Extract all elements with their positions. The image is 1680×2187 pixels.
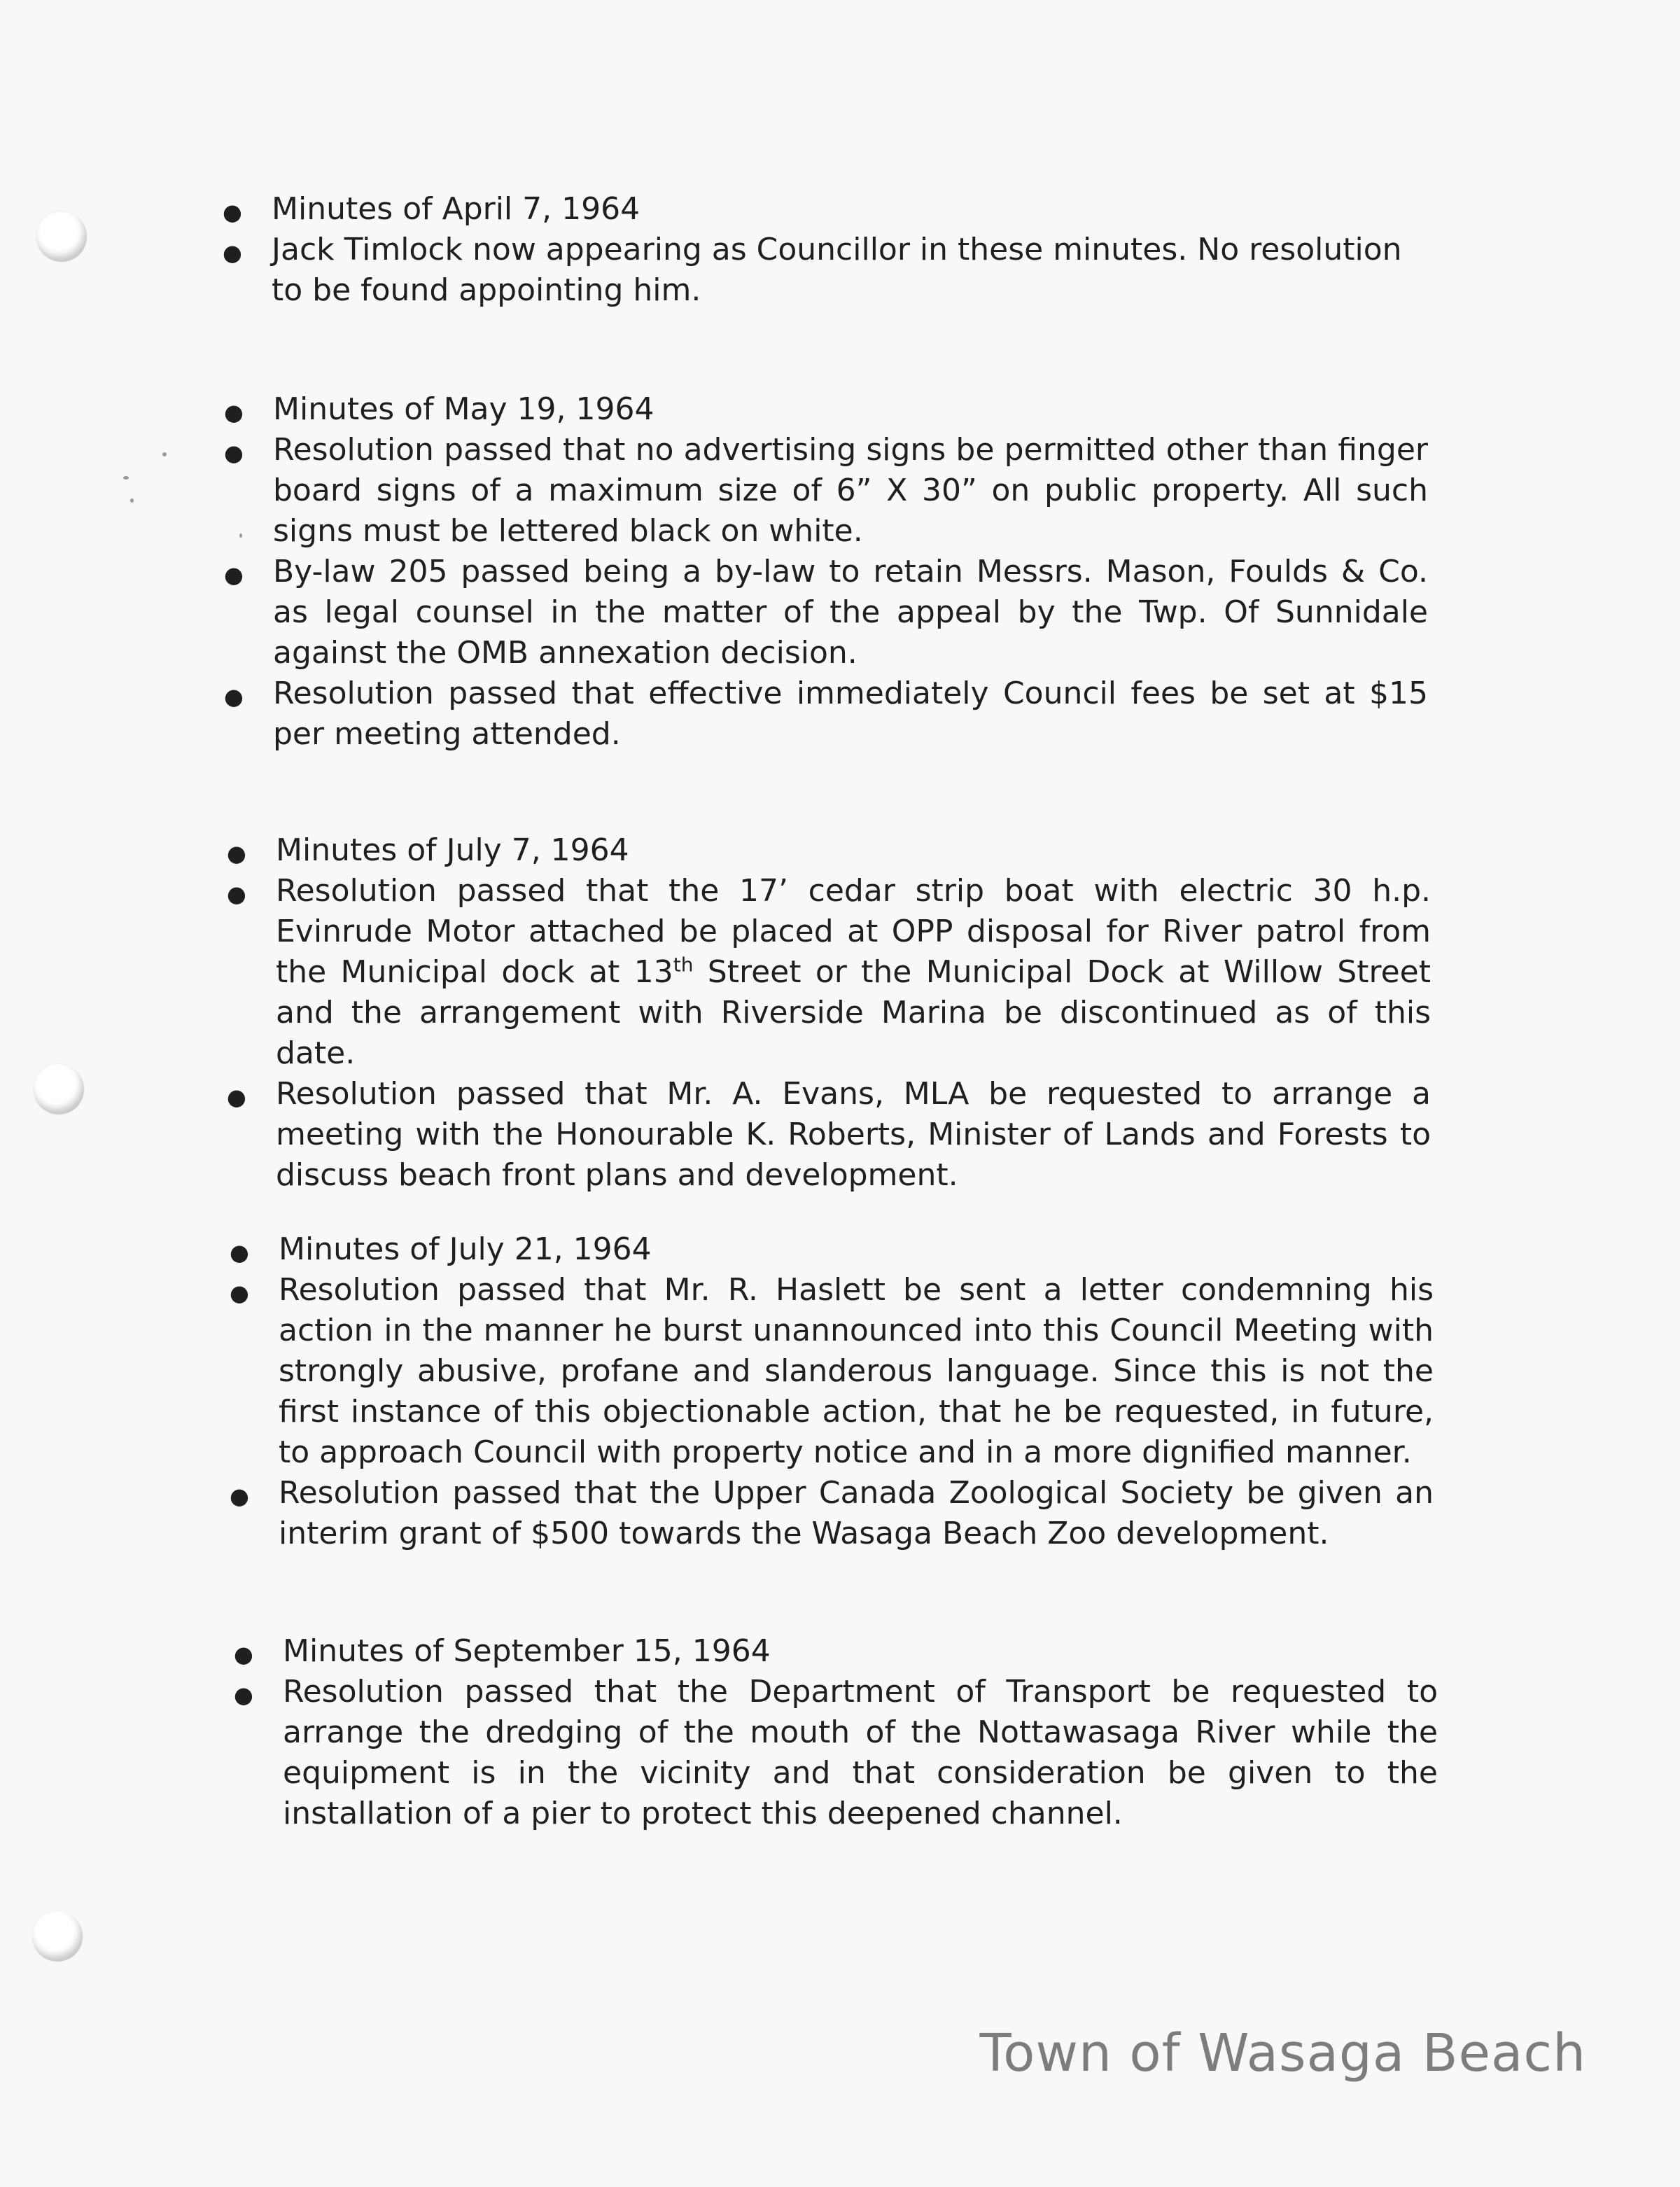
bullet-icon: ● <box>227 840 246 867</box>
list-item <box>234 1631 1438 1672</box>
item-text: Minutes of April 7, 1964 <box>272 191 640 227</box>
scan-speck <box>123 476 129 480</box>
minutes-section-july-7 <box>227 830 1431 1196</box>
punch-hole-middle <box>34 1064 84 1115</box>
punch-hole-top <box>36 211 87 262</box>
footer-watermark: Town of Wasaga Beach <box>979 2023 1586 2083</box>
bullet-icon: ● <box>223 239 242 266</box>
list-item <box>227 1074 1431 1196</box>
bullet-icon: ● <box>230 1239 249 1266</box>
ordinal-suffix: th <box>673 953 694 977</box>
item-text: Resolution passed that Mr. A. Evans, MLA be requested to arrange a meeting with the Honourable K. Roberts, Minister of Lands and Forests to discuss beach front plans and development. <box>276 1076 1431 1193</box>
scan-speck <box>162 452 167 456</box>
list-item <box>227 830 1431 871</box>
list-item <box>224 552 1428 673</box>
bullet-icon: ● <box>227 1084 246 1110</box>
item-text: By-law 205 passed being a by-law to retain Messrs. Mason, Foulds & Co. as legal counsel in the matter of the appeal by the Twp. Of Sunnidale against the OMB annexation decision. <box>273 554 1428 671</box>
punch-hole-bottom <box>32 1911 83 1962</box>
bullet-icon: ● <box>234 1682 253 1708</box>
bullet-icon: ● <box>230 1280 249 1306</box>
item-text-part: Resolution passed that the 17’ cedar strip boat with electric 30 h.p. Evinrude Motor attached be placed at OPP disposal for River patrol from the Municipal dock at 13 <box>276 873 1431 990</box>
item-text: Resolution passed that the Upper Canada Zoological Society be given an interim grant of $500 towards the Wasaga Beach Zoo development. <box>279 1475 1434 1551</box>
item-text: Minutes of July 7, 1964 <box>276 832 629 868</box>
item-text: Jack Timlock now appearing as Councillor in these minutes. No resolution to be found appointing him. <box>272 232 1402 308</box>
bullet-icon: ● <box>224 399 244 426</box>
bullet-icon: ● <box>230 1483 249 1509</box>
list-item <box>230 1473 1434 1554</box>
list-item <box>224 673 1428 755</box>
list-item <box>224 430 1428 552</box>
item-text: Resolution passed that no advertising signs be permitted other than finger board signs of a maximum size of 6” X 30” on public property. All such signs must be lettered black on white. <box>273 432 1428 549</box>
minutes-section-july-21 <box>230 1229 1434 1554</box>
list-item <box>230 1229 1434 1270</box>
list-item <box>230 1270 1434 1473</box>
item-text-part: Street or the Municipal Dock at Willow Street and the arrangement with Riverside Marina be discontinued as of this date. <box>276 954 1431 1071</box>
list-item <box>223 189 1427 230</box>
item-text: Resolution passed that the Department of Transport be requested to arrange the dredging of the mouth of the Nottawasaga River while the equipment is in the vicinity and that consideration be given to the installation of a pier to protect this deepened channel. <box>283 1674 1438 1831</box>
item-text: Minutes of September 15, 1964 <box>283 1633 771 1669</box>
list-item <box>223 230 1427 311</box>
bullet-icon: ● <box>234 1641 253 1668</box>
item-text <box>276 871 1431 1074</box>
bullet-icon: ● <box>224 683 244 710</box>
list-item <box>227 871 1431 1074</box>
minutes-section-september-15 <box>234 1631 1438 1834</box>
item-text: Resolution passed that effective immediately Council fees be set at $15 per meeting attended. <box>273 676 1428 752</box>
list-item <box>234 1672 1438 1834</box>
minutes-section-april-7 <box>223 189 1427 311</box>
item-text: Resolution passed that Mr. R. Haslett be sent a letter condemning his action in the manner he burst unannounced into this Council Meeting with strongly abusive, profane and slanderous language. Since this is not the first instance of this objectionable action, that he be requested, in future, to approach Council with property notice and in a more dignified manner. <box>279 1272 1434 1470</box>
item-text: Minutes of May 19, 1964 <box>273 391 654 427</box>
bullet-icon: ● <box>223 199 242 225</box>
bullet-icon: ● <box>227 881 246 907</box>
item-text: Minutes of July 21, 1964 <box>279 1231 652 1267</box>
minutes-section-may-19 <box>224 389 1428 755</box>
bullet-icon: ● <box>224 561 244 588</box>
scan-speck <box>130 498 134 503</box>
list-item <box>224 389 1428 430</box>
bullet-icon: ● <box>224 440 244 466</box>
